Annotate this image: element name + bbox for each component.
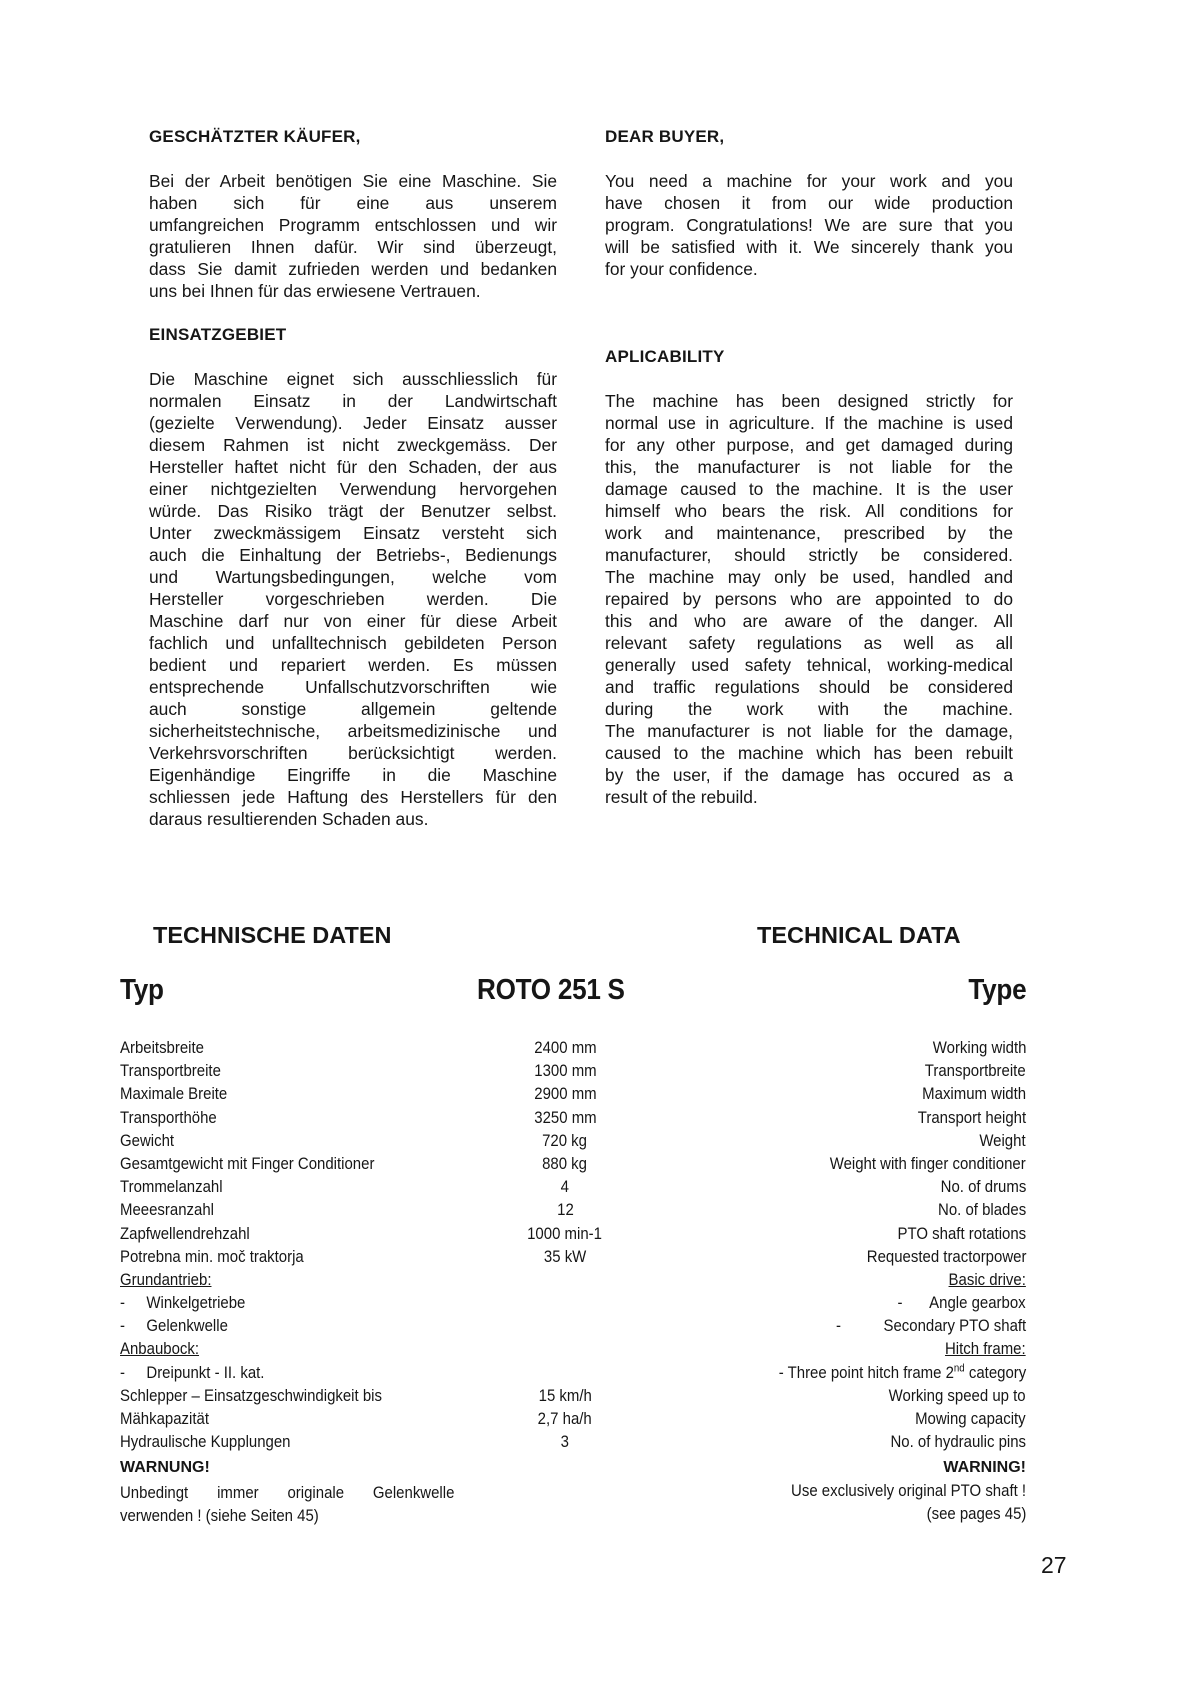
- text-line: for your confidence.: [605, 259, 758, 279]
- text-line: Hersteller vorgeschrieben werden. Die: [149, 589, 557, 609]
- text-line: by the user, if the damage has occured as a: [605, 765, 1013, 785]
- text-line: result of the rebuild.: [605, 787, 758, 807]
- heading-aplicability: APLICABILITY: [605, 347, 725, 366]
- spec-label-en: Working width: [932, 1038, 1026, 1057]
- text-line: caused to the machine which has been rebuilt: [605, 743, 1013, 763]
- text-line: daraus resultierenden Schaden aus.: [149, 809, 429, 829]
- text-line: uns bei Ihnen für das erwiesene Vertrauen.: [149, 281, 481, 301]
- text-line: this, the manufacturer is not liable for the: [605, 457, 1013, 477]
- spec-value: 4: [560, 1177, 570, 1197]
- text-line: and traffic regulations should be considered: [605, 677, 1013, 697]
- spec-label-de: Potrebna min. moč traktorja: [120, 1246, 304, 1266]
- spec-label-en: Weight with finger conditioner: [830, 1153, 1026, 1173]
- spec-labels-en: Working width Transportbreite Maximum width Transport height Weight Weight with finger conditioner No. of drums No. of blades PTO shaft rotations Requested tractorpower Basic drive: - Angle gearbox - Secondary PTO shaft Hitch frame: - Three point hitch frame 2nd category Working speed up to Mowing capacity No. of hydraulic pins WARNING! Use exclusively original PTO shaft ! (see pages 45): [660, 1036, 1026, 1525]
- text-line: for any other purpose, and get damaged during: [605, 435, 1013, 455]
- heading-einsatzgebiet: EINSATZGEBIET: [149, 325, 287, 344]
- label-secondary-pto-shaft: Secondary PTO shaft: [883, 1316, 1026, 1336]
- page-number: 27: [1041, 1552, 1067, 1578]
- text-line: gratulieren Ihnen dafür. Wir sind überzeugt,: [149, 237, 557, 257]
- warning-label-en: WARNING!: [943, 1459, 1026, 1477]
- spec-label-de: Maximale Breite: [120, 1084, 228, 1104]
- spec-label-de: Transportbreite: [120, 1061, 221, 1081]
- label-anbaubock: Anbaubock:: [120, 1339, 200, 1359]
- text-line: have chosen it from our wide production: [605, 193, 1013, 213]
- text-line: einer nichtgezielten Verwendung hervorgehen: [149, 479, 557, 499]
- label-basic-drive: Basic drive:: [948, 1269, 1026, 1289]
- spec-label-de: Hydraulische Kupplungen: [120, 1432, 291, 1452]
- paragraph-use-de: [149, 368, 557, 830]
- text-line: Bei der Arbeit benötigen Sie eine Maschine. Sie: [149, 171, 557, 191]
- text-line: Maschine darf nur von einer für diese Arbeit: [149, 611, 557, 631]
- spec-value: 1300 mm: [533, 1061, 597, 1081]
- paragraph-buyer-de: [149, 170, 557, 302]
- spec-value: 2,7 ha/h: [537, 1409, 593, 1428]
- text-line: normal use in agriculture. If the machine is used: [605, 413, 1013, 433]
- label-three-point-hitch: - Three point hitch frame 2nd category: [778, 1361, 1026, 1382]
- text-line: program. Congratulations! We are sure that you: [605, 215, 1013, 235]
- text-line: Unter zweckmässigem Einsatz versteht sich: [149, 523, 557, 543]
- text-line: sicherheitstechnische, arbeitsmedizinische und: [149, 721, 557, 741]
- spec-label-en: No. of blades: [937, 1200, 1026, 1220]
- spec-label-de: Transporthöhe: [120, 1107, 217, 1127]
- label-grundantrieb: Grundantrieb:: [120, 1269, 212, 1289]
- warning-text-de: Unbedingt immer originale Gelenkwelle verwenden ! (siehe Seiten 45): [120, 1483, 455, 1526]
- text-line: The manufacturer is not liable for the damage,: [605, 721, 1013, 741]
- label-winkelgetriebe: Winkelgetriebe: [146, 1293, 246, 1313]
- spec-labels-de: Arbeitsbreite Transportbreite Maximale Breite Transporthöhe Gewicht Gesamtgewicht mit Finger Conditioner Trommelanzahl Meeesranzahl Zapfwellendrehzahl Potrebna min. moč traktorja Grundantrieb: - Winkelgetriebe - Gelenkwelle Anbaubock: - Dreipunkt - II. kat. Schlepper – Einsatzgeschwindigkeit bis Mähkapazität Hydraulische Kupplungen WARNUNG!: [120, 1038, 382, 1477]
- text-line: generally used safety tehnical, working-medical: [605, 655, 1013, 675]
- spec-value: 35 kW: [543, 1246, 587, 1266]
- text-line: Verkehrsvorschriften berücksichtigt werden.: [149, 743, 557, 763]
- label-hitch-frame: Hitch frame:: [945, 1339, 1026, 1359]
- spec-label-de: Gewicht: [120, 1130, 175, 1150]
- spec-label-en: PTO shaft rotations: [897, 1223, 1026, 1243]
- spec-label-de: Zapfwellendrehzahl: [120, 1223, 250, 1243]
- text-line: normalen Einsatz in der Landwirtschaft: [149, 391, 557, 411]
- model-name: ROTO 251 S: [477, 974, 625, 1006]
- text-line: haben sich für eine aus unserem: [149, 193, 557, 213]
- spec-value: 15 km/h: [538, 1385, 592, 1405]
- text-line: bedient und repariert werden. Es müssen: [149, 655, 557, 675]
- spec-value: 2900 mm: [533, 1084, 597, 1104]
- text-line: damage caused to the machine. It is the user: [605, 479, 1013, 499]
- spec-label-en: Transportbreite: [925, 1061, 1026, 1081]
- warning-label-de: WARNUNG!: [120, 1459, 210, 1477]
- label-type: Type: [968, 974, 1026, 1006]
- text-line: und Wartungsbedingungen, welche vom: [149, 567, 557, 587]
- spec-label-en: No. of hydraulic pins: [890, 1432, 1026, 1452]
- label-angle-gearbox: Angle gearbox: [929, 1293, 1026, 1313]
- spec-value: 2400 mm: [533, 1038, 597, 1057]
- label-gelenkwelle: Gelenkwelle: [146, 1316, 228, 1336]
- label-dreipunkt: Dreipunkt - II. kat.: [146, 1362, 265, 1382]
- text-line: You need a machine for your work and you: [605, 171, 1013, 191]
- spec-value: 12: [556, 1200, 574, 1220]
- text-line: dass Sie damit zufrieden werden und bedanken: [149, 259, 557, 279]
- text-line: repaired by persons who are appointed to do: [605, 589, 1013, 609]
- text-line: Eigenhändige Eingriffe in die Maschine: [149, 765, 557, 785]
- text-line: schliessen jede Haftung des Herstellers für den: [149, 787, 557, 807]
- text-line: auch die Einhaltung der Betriebs-, Bedienungs: [149, 545, 557, 565]
- spec-label-de: Meeesranzahl: [120, 1200, 214, 1220]
- spec-label-en: Maximum width: [922, 1084, 1026, 1104]
- label-typ: Typ: [120, 974, 164, 1006]
- spec-label-de: Schlepper – Einsatzgeschwindigkeit bis: [120, 1385, 382, 1405]
- spec-label-de: Arbeitsbreite: [120, 1038, 204, 1057]
- spec-label-de: Gesamtgewicht mit Finger Conditioner: [120, 1153, 375, 1173]
- spec-label-de: Trommelanzahl: [120, 1177, 223, 1197]
- warning-text-en-line2: (see pages 45): [926, 1503, 1026, 1523]
- heading-dear-buyer: DEAR BUYER,: [605, 127, 725, 146]
- text-line: The machine has been designed strictly for: [605, 391, 1013, 411]
- spec-value: 1000 min-1: [527, 1223, 603, 1243]
- text-line: will be satisfied with it. We sincerely thank you: [605, 237, 1013, 257]
- text-line: work and maintenance, prescribed by the: [605, 523, 1013, 543]
- spec-label-en: Transport height: [917, 1107, 1026, 1127]
- text-line: manufacturer, should strictly be considered.: [605, 545, 1013, 565]
- paragraph-buyer-en: [605, 170, 1013, 280]
- text-line: Hersteller haftet nicht für den Schaden, der aus: [149, 457, 557, 477]
- spec-label-en: Requested tractorpower: [866, 1246, 1026, 1266]
- spec-value: 880 kg: [542, 1153, 588, 1173]
- text-line: diesem Rahmen ist nicht zweckgemäss. Der: [149, 435, 557, 455]
- text-line: this and who are aware of the danger. All: [605, 611, 1013, 631]
- heading-geschaetzter-kaeufer: GESCHÄTZTER KÄUFER,: [149, 127, 361, 146]
- spec-label-en: Weight: [979, 1130, 1026, 1150]
- heading-technical-data: TECHNICAL DATA: [757, 922, 961, 948]
- text-line: fachlich und unfalltechnisch gebildeten Person: [149, 633, 557, 653]
- spec-label-de: Mähkapazität: [120, 1409, 209, 1428]
- spec-label-en: Mowing capacity: [915, 1409, 1026, 1428]
- text-line: himself who bears the risk. All conditions for: [605, 501, 1013, 521]
- text-line: würde. Das Risiko trägt der Benutzer selbst.: [149, 501, 557, 521]
- text-line: during the work with the machine.: [605, 699, 1013, 719]
- text-line: umfangreichen Programm entschlossen und wir: [149, 215, 557, 235]
- spec-value: 720 kg: [542, 1130, 588, 1150]
- spec-label-en: Working speed up to: [889, 1385, 1026, 1405]
- warning-text-en-line1: Use exclusively original PTO shaft !: [790, 1480, 1026, 1500]
- spec-value: 3: [560, 1432, 570, 1452]
- text-line: Die Maschine eignet sich ausschliesslich für: [149, 369, 557, 389]
- spec-values: [465, 1036, 665, 1453]
- spec-label-en: No. of drums: [940, 1177, 1026, 1197]
- paragraph-use-en: [605, 390, 1013, 808]
- heading-technische-daten: TECHNISCHE DATEN: [153, 922, 392, 948]
- spec-value: 3250 mm: [533, 1107, 597, 1127]
- text-line: (gezielte Verwendung). Jeder Einsatz ausser: [149, 413, 557, 433]
- text-line: entsprechende Unfallschutzvorschriften wie: [149, 677, 557, 697]
- text-line: relevant safety regulations as well as all: [605, 633, 1013, 653]
- text-line: The machine may only be used, handled and: [605, 567, 1013, 587]
- text-line: auch sonstige allgemein geltende: [149, 699, 557, 719]
